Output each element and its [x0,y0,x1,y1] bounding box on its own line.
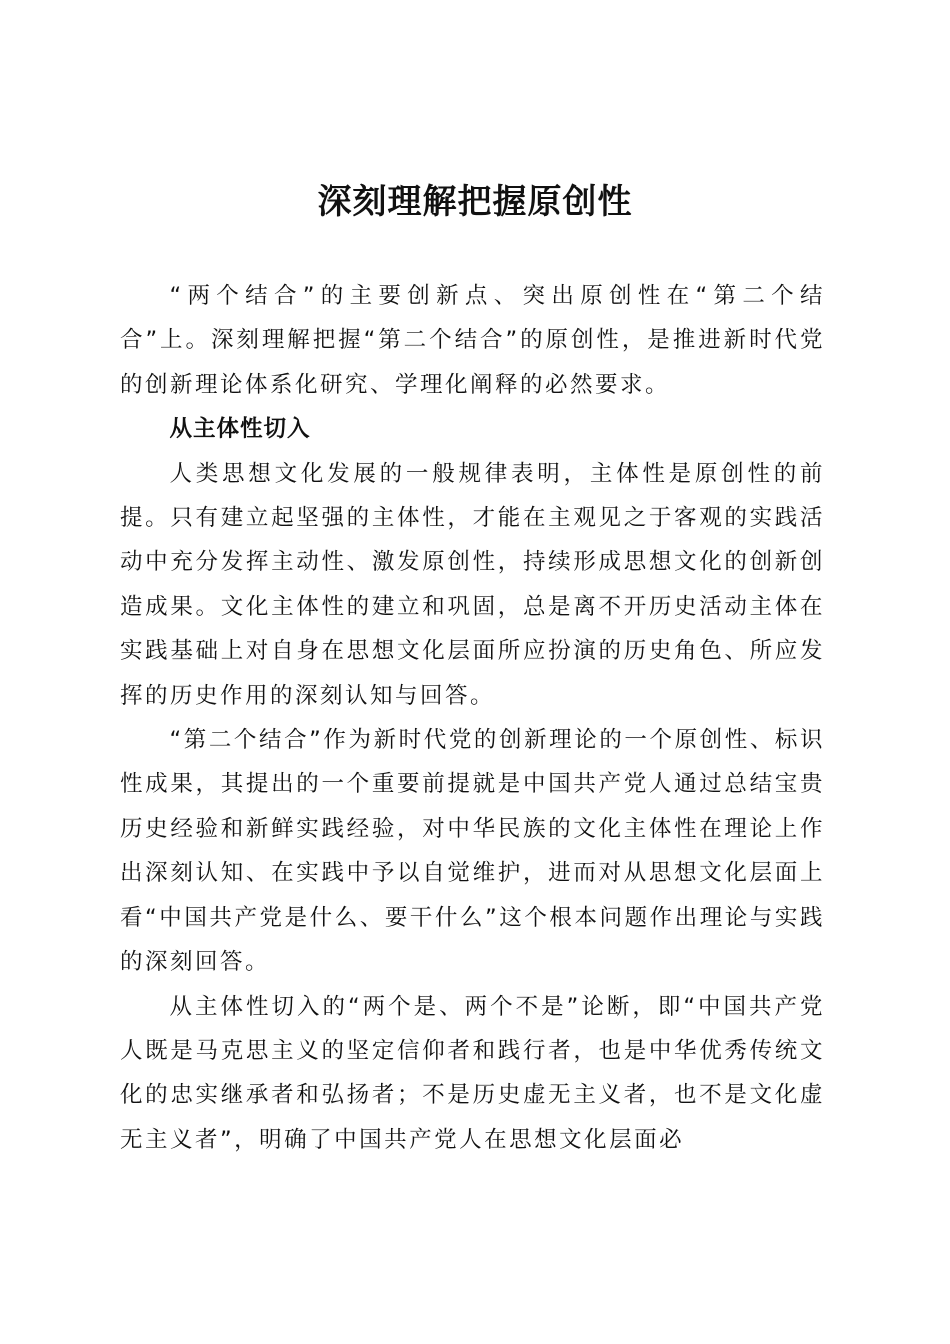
document-body [120,274,825,1162]
document-title: 深刻理解把握原创性 [317,182,633,222]
paragraph-subjectivity-law: 人类思想文化发展的一般规律表明，主体性是原创性的前提。只有建立起坚强的主体性，才能在主观见之于客观的实践活动中充分发挥主动性、激发原创性，持续形成思想文化的创新创造成果。文化主体性的建立和巩固，总是离不开历史活动主体在实践基础上对自身在思想文化层面所应扮演的历史角色、所应发挥的历史作用的深刻认知与回答。 [120,460,825,709]
paragraph-intro: “两个结合”的主要创新点、突出原创性在“第二个结合”上。深刻理解把握“第二个结合”的原创性，是推进新时代党的创新理论体系化研究、学理化阐释的必然要求。 [120,283,825,398]
section-heading: 从主体性切入 [169,416,311,443]
paragraph-second-combination: “第二个结合”作为新时代党的创新理论的一个原创性、标识性成果，其提出的一个重要前提就是中国共产党人通过总结宝贵历史经验和新鲜实践经验，对中华民族的文化主体性在理论上作出深刻认知、在实践中予以自觉维护，进而对从思想文化层面上看“中国共产党是什么、要干什么”这个根本问题作出理论与实践的深刻回答。 [120,727,825,976]
paragraph-two-is-two-not: 从主体性切入的“两个是、两个不是”论断，即“中国共产党人既是马克思主义的坚定信仰者和践行者，也是中华优秀传统文化的忠实继承者和弘扬者；不是历史虚无主义者，也不是文化虚无主义者”，明确了中国共产党人在思想文化层面必 [120,993,825,1153]
